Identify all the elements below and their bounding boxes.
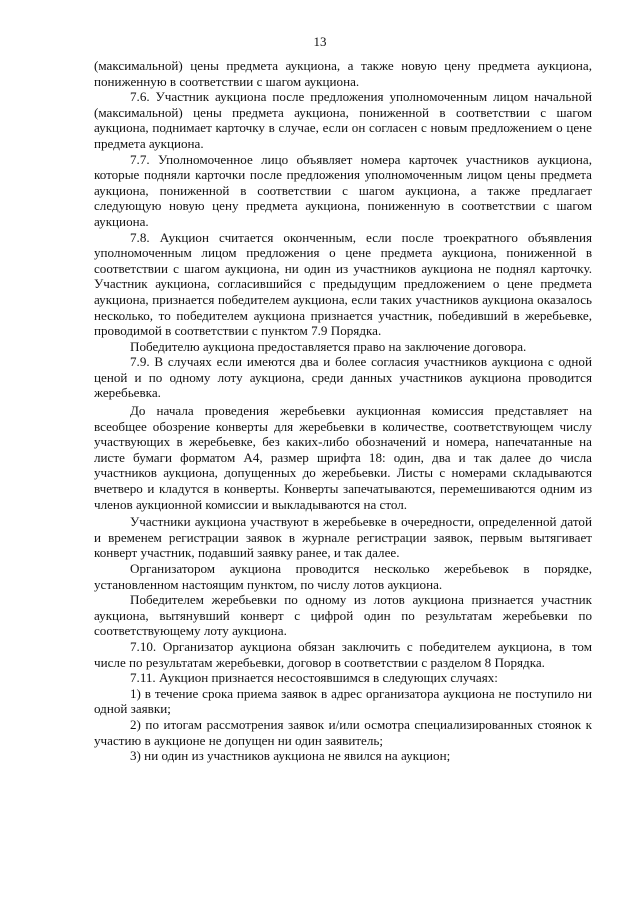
paragraph-7-6: 7.6. Участник аукциона после предложения уполномоченным лицом начальной (максимальной) цены предмета аукциона, пониженной в соответствии с шагом аукциона, поднимает карточку в случае, если он согласен с новым предложением о цене предмета аукциона. bbox=[94, 89, 592, 151]
paragraph-7-7: 7.7. Уполномоченное лицо объявляет номера карточек участников аукциона, которые подняли карточки после предложения уполномоченным лицом цены предмета аукциона, пониженной в соответствии с шагом аукциона, а также предлагает следующую новую цену предмета аукциона, пониженную в соответствии с шагом аукциона. bbox=[94, 151, 592, 229]
paragraph-7-11: 7.11. Аукцион признается несостоявшимся в следующих случаях: bbox=[130, 670, 498, 686]
paragraph-7-9: 7.9. В случаях если имеются два и более согласия участников аукциона с одной ценой и по одному лоту аукциона, среди данных участников аукциона проводится жеребьевка. bbox=[94, 354, 592, 401]
paragraph-lottery-envelopes: До начала проведения жеребьевки аукционная комиссия представляет на всеобщее обозрение конверты для жеребьевки в количестве, соответствующем числу участвующих в жеребьевке, без каких-либо обозначений и номера, напечатанные на листе бумаги форматом А4, размер шрифта 18: один, два и так далее до числа участников аукциона, допущенных до жеребьевки. Листы с номерами складываются вчетверо и кладутся в конверты. Конверты запечатываются, перемешиваются одним из членов аукционной комиссии и выкладываются на стол. bbox=[94, 403, 592, 512]
paragraph-lottery-order: Участники аукциона участвуют в жеребьевке в очередности, определенной датой и временем регистрации заявок в журнале регистрации заявок, первым вытягивает конверт участник, подавший заявку ранее, и так далее. bbox=[94, 514, 592, 561]
paragraph-winner-right: Победителю аукциона предоставляется право на заключение договора. bbox=[130, 338, 527, 354]
list-item-3: 3) ни один из участников аукциона не явился на аукцион; bbox=[130, 748, 451, 764]
paragraph-continuation: (максимальной) цены предмета аукциона, а также новую цену предмета аукциона, пониженную в соответствии с шагом аукциона. bbox=[94, 58, 592, 89]
paragraph-lottery-winner: Победителем жеребьевки по одному из лотов аукциона признается участник аукциона, вытянувший конверт с цифрой один по результатам жеребьевки по соответствующему лоту аукциона. bbox=[94, 592, 592, 639]
list-item-2: 2) по итогам рассмотрения заявок и/или осмотра специализированных стоянок к участию в аукционе не допущен ни один заявитель; bbox=[94, 716, 592, 748]
paragraph-7-10: 7.10. Организатор аукциона обязан заключить с победителем аукциона, в том числе по результатам жеребьевки, договор в соответствии с разделом 8 Порядка. bbox=[94, 638, 592, 670]
page-number: 13 bbox=[313, 34, 327, 49]
document-body bbox=[94, 58, 592, 764]
paragraph-lottery-count: Организатором аукциона проводится несколько жеребьевок в порядке, установленном настоящим пунктом, по числу лотов аукциона. bbox=[94, 561, 592, 592]
paragraph-7-8: 7.8. Аукцион считается оконченным, если после троекратного объявления уполномоченным лицом предложения о цене предмета аукциона, пониженной в соответствии с шагом аукциона, ни один из участников аукциона не поднял карточку. Участник аукциона, согласившийся с предыдущим предложением о цене предмета аукциона, признается победителем аукциона, если таких участников аукциона оказалось несколько, то победителем аукциона признается участник, победивший в жеребьевке, проводимой в соответствии с пунктом 7.9 Порядка. bbox=[94, 229, 592, 339]
list-item-1: 1) в течение срока приема заявок в адрес организатора аукциона не поступило ни одной заявки; bbox=[94, 685, 592, 717]
